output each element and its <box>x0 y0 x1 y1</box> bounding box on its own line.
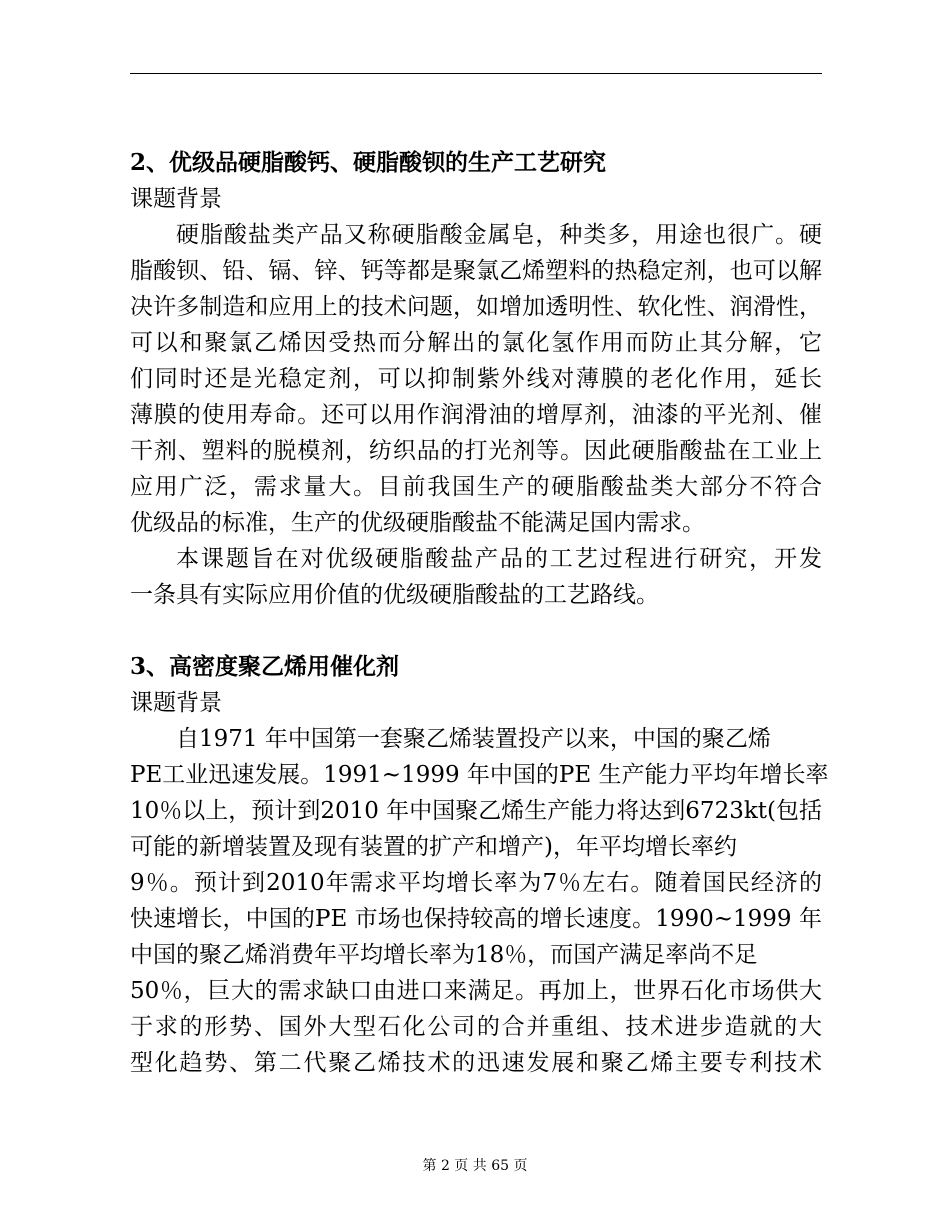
paragraph-line: 应用广泛，需求量大。目前我国生产的硬脂酸盐类大部分不符合 <box>130 474 822 500</box>
paragraph-line: 一条具有实际应用价值的优级硬脂酸盐的工艺路线。 <box>130 582 659 608</box>
section-3-paragraphs <box>130 721 830 1081</box>
section-3-heading: 3、高密度聚乙烯用催化剂 <box>130 653 400 680</box>
paragraph-line: 10％以上，预计到2010 年中国聚乙烯生产能力将达到6723kt(包括 <box>130 798 822 824</box>
paragraph-line: 干剂、塑料的脱模剂，纺织品的打光剂等。因此硬脂酸盐在工业上 <box>130 438 822 464</box>
paragraph-line: 可以和聚氯乙烯因受热而分解出的氯化氢作用而防止其分解，它 <box>130 330 822 356</box>
paragraph-line: 自1971 年中国第一套聚乙烯装置投产以来，中国的聚乙烯 <box>176 726 771 752</box>
paragraph-line: 决许多制造和应用上的技术问题，如增加透明性、软化性、润滑性， <box>130 294 822 320</box>
paragraph-line: 于求的形势、国外大型石化公司的合并重组、技术进步造就的大 <box>130 1014 822 1040</box>
page-number: 第 2 页 共 65 页 <box>422 1158 528 1174</box>
header-rule <box>130 73 822 74</box>
paragraph-line: 中国的聚乙烯消费年平均增长率为18％，而国产满足率尚不足 <box>130 942 758 968</box>
section-3-subheading: 课题背景 <box>130 690 222 716</box>
document-body <box>130 145 830 1081</box>
paragraph-line: 可能的新增装置及现有装置的扩产和增产)，年平均增长率约 <box>130 834 737 860</box>
section-2-subheading: 课题背景 <box>130 186 222 212</box>
paragraph-line: 优级品的标准，生产的优级硬脂酸盐不能满足国内需求。 <box>130 510 705 536</box>
paragraph-line: PE工业迅速发展。1991~1999 年中国的PE 生产能力平均年增长率 <box>130 762 829 788</box>
paragraph-line: 型化趋势、第二代聚乙烯技术的迅速发展和聚乙烯主要专利技术 <box>130 1050 822 1076</box>
paragraph-line: 们同时还是光稳定剂，可以抑制紫外线对薄膜的老化作用，延长 <box>130 366 822 392</box>
paragraph-line: 50％，巨大的需求缺口由进口来满足。再加上，世界石化市场供大 <box>130 978 822 1004</box>
section-spacer <box>130 613 830 649</box>
paragraph-line: 本课题旨在对优级硬脂酸盐产品的工艺过程进行研究，开发 <box>176 546 822 572</box>
paragraph-line: 硬脂酸盐类产品又称硬脂酸金属皂，种类多，用途也很广。硬 <box>176 222 822 248</box>
paragraph-line: 9％。预计到2010年需求平均增长率为7％左右。随着国民经济的 <box>130 870 822 896</box>
paragraph-line: 薄膜的使用寿命。还可以用作润滑油的增厚剂，油漆的平光剂、催 <box>130 402 822 428</box>
section-2-heading: 2、优级品硬脂酸钙、硬脂酸钡的生产工艺研究 <box>130 149 607 176</box>
paragraph-line: 快速增长，中国的PE 市场也保持较高的增长速度。1990~1999 年 <box>130 906 822 932</box>
paragraph-line: 脂酸钡、铅、镉、锌、钙等都是聚氯乙烯塑料的热稳定剂，也可以解 <box>130 258 822 284</box>
section-2-paragraphs <box>130 217 830 613</box>
